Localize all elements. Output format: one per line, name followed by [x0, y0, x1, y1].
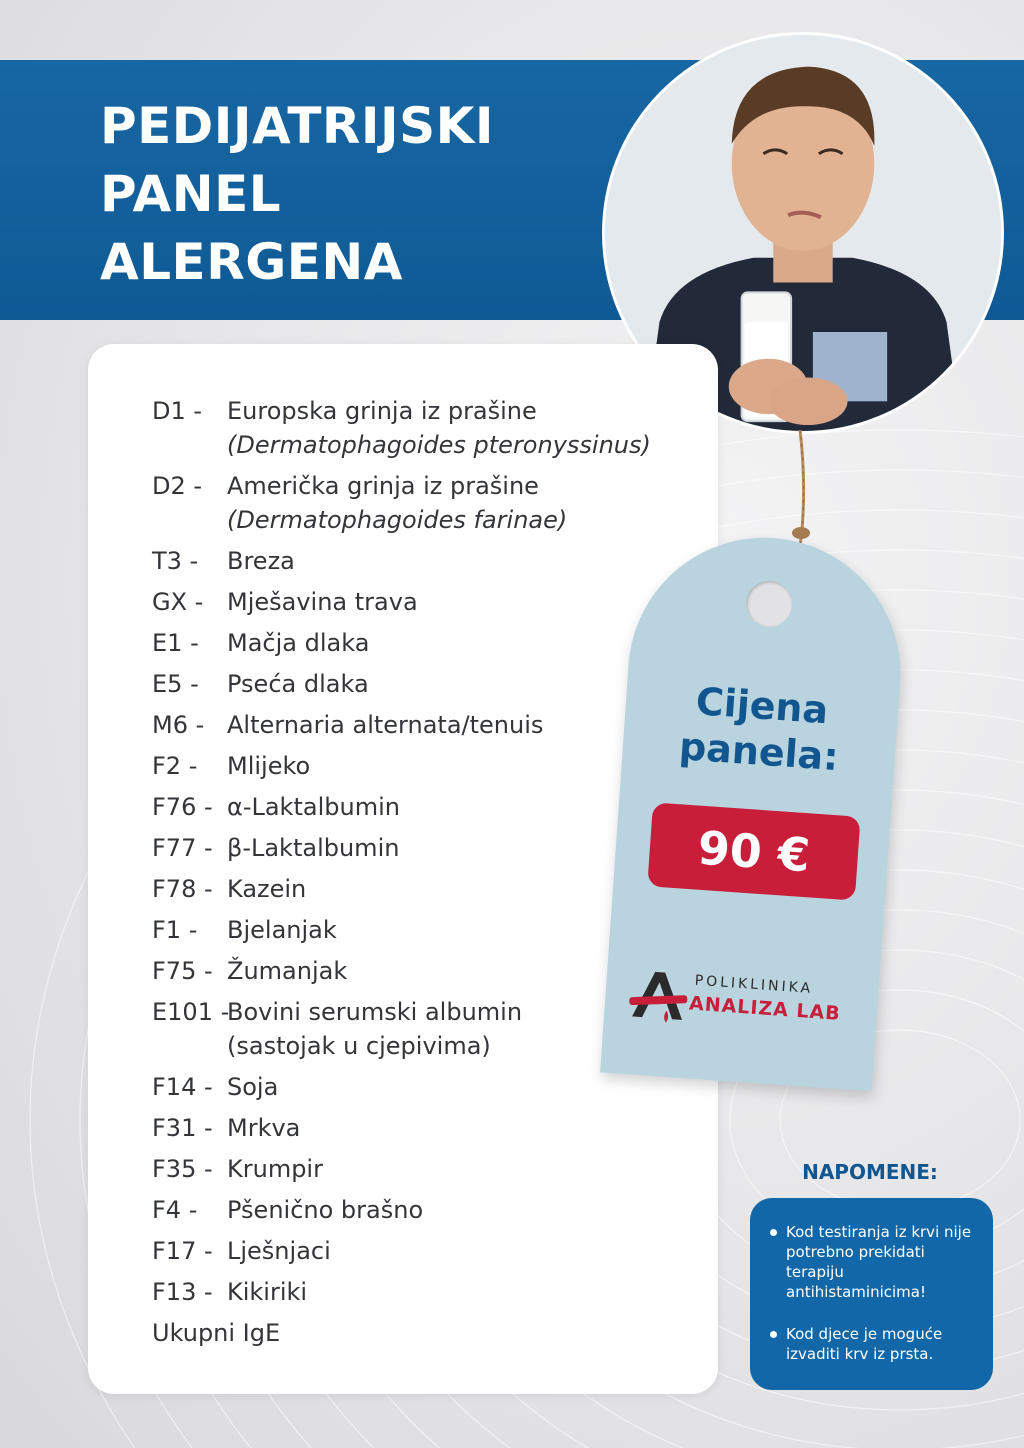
- allergen-name: Mlijeko: [227, 752, 311, 780]
- allergen-name: Mačja dlaka: [227, 629, 370, 657]
- allergen-code: E5 -: [152, 670, 199, 698]
- list-item: [152, 1152, 712, 1186]
- allergen-code: F77 -: [152, 834, 213, 862]
- list-item: [152, 544, 712, 578]
- allergen-code: F78 -: [152, 875, 213, 903]
- list-item: [152, 469, 712, 537]
- allergen-code: E101 -: [152, 998, 230, 1026]
- allergen-name: Mrkva: [227, 1114, 301, 1142]
- allergen-code: F75 -: [152, 957, 213, 985]
- price-heading: [622, 673, 900, 784]
- title-line: PANEL: [100, 165, 282, 223]
- allergen-note: (sastojak u cjepivima): [227, 1032, 491, 1060]
- allergen-code: F4 -: [152, 1196, 198, 1224]
- allergen-code: F31 -: [152, 1114, 213, 1142]
- allergen-latin: (Dermatophagoides pteronyssinus): [227, 431, 651, 459]
- allergen-label: Europska grinja iz prašine: [227, 397, 537, 425]
- list-item: [152, 626, 712, 660]
- allergen-name: Pšenično brašno: [227, 1196, 424, 1224]
- allergen-name: Žumanjak: [227, 957, 348, 985]
- note-item: Kod djece je moguće izvaditi krv iz prsta.: [770, 1324, 977, 1364]
- price-tag: [600, 529, 909, 1092]
- allergen-name: α-Laktalbumin: [227, 793, 400, 821]
- price-badge: 90 €: [647, 802, 860, 900]
- list-item: [152, 1275, 712, 1309]
- allergen-name: Bjelanjak: [227, 916, 337, 944]
- title-line: PEDIJATRIJSKI: [100, 97, 494, 155]
- allergen-name: Krumpir: [227, 1155, 323, 1183]
- allergen-name: Breza: [227, 547, 295, 575]
- list-item: [152, 1070, 712, 1104]
- title-line: ALERGENA: [100, 233, 403, 291]
- allergen-code: T3 -: [152, 547, 199, 575]
- allergen-code: F14 -: [152, 1073, 213, 1101]
- notes-list: [770, 1222, 977, 1364]
- allergen-code: F1 -: [152, 916, 198, 944]
- allergen-code: E1 -: [152, 629, 199, 657]
- allergen-code: F2 -: [152, 752, 198, 780]
- list-item: [152, 394, 712, 462]
- allergen-name: [227, 469, 712, 537]
- price-heading-line: Cijena: [694, 679, 830, 733]
- list-item: [152, 585, 712, 619]
- allergen-code: GX -: [152, 588, 204, 616]
- total-ige-item: Ukupni IgE: [152, 1319, 281, 1347]
- allergen-name: Soja: [227, 1073, 279, 1101]
- allergen-code: M6 -: [152, 711, 205, 739]
- allergen-name: Lješnjaci: [227, 1237, 331, 1265]
- allergen-label: Bovini serumski albumin: [227, 998, 523, 1026]
- allergen-code: F35 -: [152, 1155, 213, 1183]
- allergen-name: [227, 394, 712, 462]
- allergen-name: Kazein: [227, 875, 307, 903]
- allergen-code: D2 -: [152, 472, 203, 500]
- allergen-code: F17 -: [152, 1237, 213, 1265]
- allergen-code: F76 -: [152, 793, 213, 821]
- list-item: [152, 1111, 712, 1145]
- allergen-name: Kikiriki: [227, 1278, 308, 1306]
- list-item: [152, 1234, 712, 1268]
- page-title: [100, 92, 494, 296]
- allergen-label: Američka grinja iz prašine: [227, 472, 539, 500]
- notes-title: NAPOMENE:: [802, 1160, 938, 1184]
- analiza-lab-logo-icon: [626, 964, 692, 1028]
- allergen-code: D1 -: [152, 397, 203, 425]
- allergen-name: β-Laktalbumin: [227, 834, 400, 862]
- allergen-code: F13 -: [152, 1278, 213, 1306]
- allergen-name: Pseća dlaka: [227, 670, 369, 698]
- list-item: [152, 1193, 712, 1227]
- logo-text-top: POLIKLINIKA: [694, 972, 814, 997]
- logo-text-bottom: ANALIZA LAB: [688, 992, 842, 1025]
- notes-box: [750, 1198, 993, 1390]
- allergen-latin: (Dermatophagoides farinae): [227, 506, 568, 534]
- note-item: Kod testiranja iz krvi nije potrebno prekidati terapiju antihistaminicima!: [770, 1222, 977, 1302]
- allergen-name: Alternaria alternata/tenuis: [227, 711, 544, 739]
- price-heading-line: panela:: [677, 724, 840, 780]
- allergen-name: Mješavina trava: [227, 588, 418, 616]
